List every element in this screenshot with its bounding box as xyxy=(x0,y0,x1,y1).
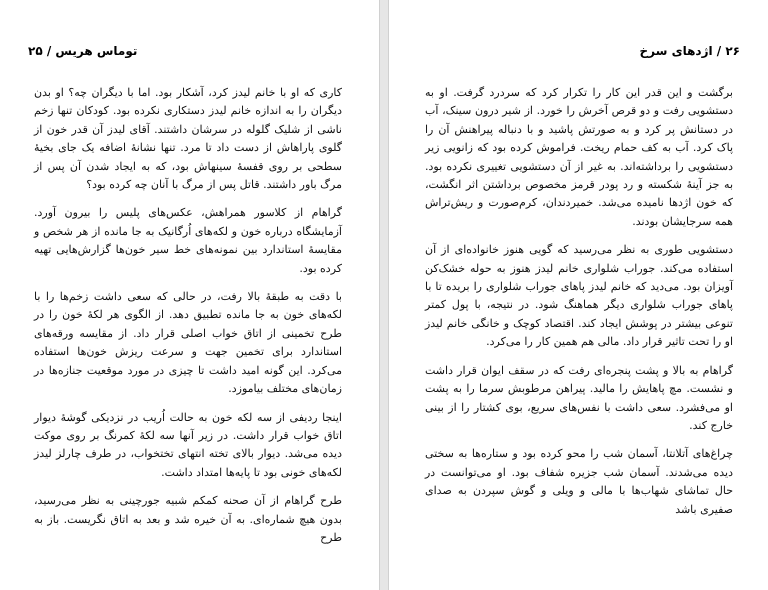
left-page-body xyxy=(34,84,342,547)
left-running-head: توماس هریس / ۲۵ xyxy=(28,44,138,58)
right-running-head: ۲۶ / اژدهای سرخ xyxy=(639,44,740,58)
paragraph: با دقت به طبقهٔ بالا رفت، در حالی که سعی داشت زخم‌ها را با لکه‌های خون به جا مانده تطبیق دهد. از الگوی هر لکهٔ خون را در طرح تخمینی از اتاق خواب اصلی قرار داد. از مقایسه ورقه‌های استاندارد برای تخمین جهت و سرعت ریزش خون‌ها استفاده می‌کرد. این گونه امید داشت تا چیزی در مورد موقعیت جنازه‌ها در زمان‌های مختلف بیاموزد. xyxy=(34,290,342,396)
right-page-body xyxy=(425,84,733,519)
left-page xyxy=(0,0,380,590)
paragraph: گراهام به بالا و پشت پنجره‌ای رفت که در سقف ایوان قرار داشت و نشست. مچ پاهایش را مالید. پیراهن مرطوبش سرما را به پشت او می‌فشرد. سعی داشت با نفس‌های سریع، بوی کشتار را از بینی خارج کند. xyxy=(425,363,733,432)
paragraph: چراغ‌های آتلانتا، آسمان شب را محو کرده بود و ستاره‌ها به سختی دیده می‌شدند. آسمان شب جزیره شفاف بود. او می‌توانست در حال تماشای شهاب‌ها با مالی و ویلی و گوش سپردن به صدای صفیری باشد xyxy=(425,447,733,516)
paragraph: برگشت و این قدر این کار را تکرار کرد که سردرد گرفت. او به دستشویی رفت و دو قرص آخرش را خورد. از شیر درون سینک، آب در دستانش پر کرد و به صورتش پاشید و با دنباله پیراهنش آن را پاک کرد. آب به کف حمام ریخت. فراموش کرده بود که زانویی زیر دستشویی را برداشته‌اند. به غیر از آن دستشویی تغییری نکرده بود. به جز آینهٔ شکسته و رد پودر قرمز مخصوص برداشتن اثر انگشت، که خون اژدها نامیده می‌شد. خمیردندان، کرم‌صورت و ریش‌تراش همه سرجایشان بودند. xyxy=(425,86,733,228)
right-page xyxy=(388,0,768,590)
paragraph: دستشویی طوری به نظر می‌رسید که گویی هنوز خانواده‌ای از آن استفاده می‌کند. جوراب شلواری خانم لیدز هنوز به حوله خشک‌کن آویزان بود. می‌دید که خانم لیدز پاهای جوراب شلواری را بریده تا با پاهای جوراب شلواری دیگر هماهنگ شود. در نتیجه، با پول کمتر تنوعی بیشتر در پوشش ایجاد کند. اقتصاد کوچک و خانگی خانم لیدز او را تحت تاثیر قرار داد. مالی هم همین کار را می‌کرد. xyxy=(425,243,733,349)
paragraph: گراهام از کلاسور همراهش، عکس‌های پلیس را بیرون آورد. آزمایشگاه درباره خون و لکه‌های اُرگانیک به جا مانده از هر شخص و مقایسهٔ استاندارد بین نمونه‌های خط سیر خون‌ها گزارش‌هایی تهیه کرده بود. xyxy=(34,206,342,275)
paragraph: طرح گراهام از آن صحنه کمکم شبیه جورچینی به نظر می‌رسید، بدون هیچ شماره‌ای. به آن خیره شد و بعد به اتاق نگریست. باز به طرح xyxy=(34,494,342,544)
paragraph: کاری که او با خانم لیدز کرد، آشکار بود. اما با دیگران چه؟ او بدن دیگران را به اندازه خانم لیدز دستکاری نکرده بود. کودکان تنها زخم ناشی از شلیک گلوله در سرشان داشتند. آقای لیدز آن قدر خون از گلوی پاراهاش از دست داد تا مرد. تنها نشانهٔ اضافه یک جای بخیهٔ سطحی بر روی قفسهٔ سینهاش بود، که به ایجاد شدن آن پس از مرگ باور داشتند. قاتل پس از مرگ با آنان چه کرده بود؟ xyxy=(34,86,342,192)
paragraph: اینجا ردیفی از سه لکه خون به حالت اُریب در نزدیکی گوشهٔ دیوار اتاق خواب قرار داشت. در زیر آنها سه لکهٔ کمرنگ بر روی موکت دیده می‌شد. دیوار بالای تخته انتهای تختخواب، در طرف چارلز لیدز لکه‌های خونی بود تا پایه‌ها امتداد داشت. xyxy=(34,410,342,479)
